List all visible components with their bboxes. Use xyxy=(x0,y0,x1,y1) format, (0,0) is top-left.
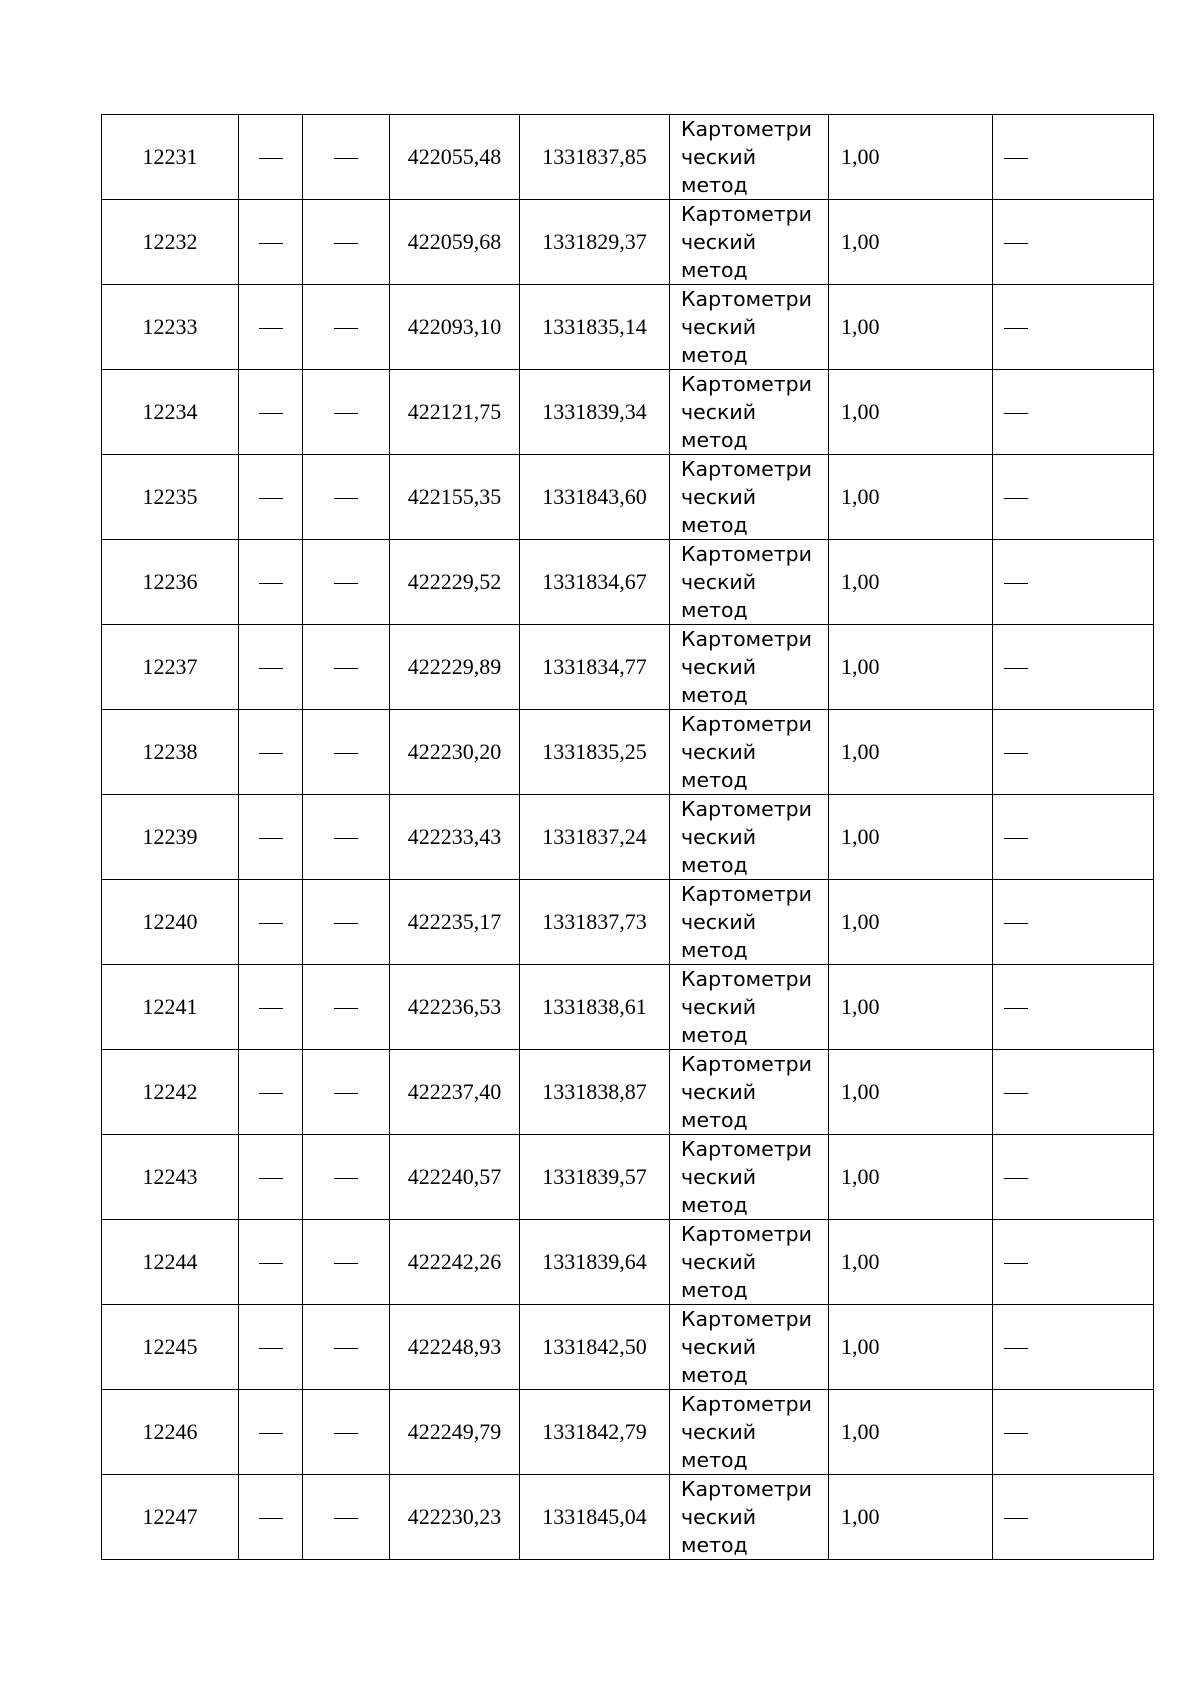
table-row xyxy=(102,1390,1154,1475)
method-cell xyxy=(670,540,829,625)
y-coordinate-cell: 1331845,04 xyxy=(520,1475,670,1560)
empty-cell-2 xyxy=(303,200,390,285)
method-cell xyxy=(670,1305,829,1390)
method-text-line: ческий xyxy=(681,230,757,254)
method-cell xyxy=(670,1135,829,1220)
method-text-line: Картометри xyxy=(681,1307,812,1331)
empty-cell-1 xyxy=(239,285,303,370)
empty-cell-1 xyxy=(239,1305,303,1390)
dash-mark xyxy=(259,158,283,159)
table-row xyxy=(102,1220,1154,1305)
x-coordinate-cell: 422240,57 xyxy=(390,1135,520,1220)
empty-cell-1 xyxy=(239,115,303,200)
empty-cell-1 xyxy=(239,370,303,455)
dash-mark xyxy=(259,243,283,244)
accuracy-cell: 1,00 xyxy=(829,625,993,710)
empty-cell-3 xyxy=(993,115,1154,200)
empty-cell-3 xyxy=(993,710,1154,795)
dash-mark xyxy=(334,753,358,754)
accuracy-cell: 1,00 xyxy=(829,1220,993,1305)
dash-mark xyxy=(334,838,358,839)
point-number-cell: 12236 xyxy=(102,540,239,625)
empty-cell-1 xyxy=(239,710,303,795)
dash-mark xyxy=(1004,838,1028,839)
empty-cell-1 xyxy=(239,625,303,710)
method-text-line: метод xyxy=(681,513,748,537)
point-number-cell: 12247 xyxy=(102,1475,239,1560)
dash-mark xyxy=(1004,583,1028,584)
method-text-line: метод xyxy=(681,1448,748,1472)
x-coordinate-cell: 422237,40 xyxy=(390,1050,520,1135)
empty-cell-2 xyxy=(303,1305,390,1390)
empty-cell-2 xyxy=(303,370,390,455)
accuracy-cell: 1,00 xyxy=(829,965,993,1050)
point-number-cell: 12242 xyxy=(102,1050,239,1135)
dash-mark xyxy=(1004,923,1028,924)
empty-cell-2 xyxy=(303,285,390,370)
table-row xyxy=(102,1475,1154,1560)
point-number-cell: 12234 xyxy=(102,370,239,455)
empty-cell-1 xyxy=(239,1050,303,1135)
empty-cell-3 xyxy=(993,1475,1154,1560)
method-text-line: Картометри xyxy=(681,287,812,311)
y-coordinate-cell: 1331829,37 xyxy=(520,200,670,285)
dash-mark xyxy=(334,583,358,584)
x-coordinate-cell: 422230,23 xyxy=(390,1475,520,1560)
x-coordinate-cell: 422242,26 xyxy=(390,1220,520,1305)
x-coordinate-cell: 422059,68 xyxy=(390,200,520,285)
point-number-cell: 12235 xyxy=(102,455,239,540)
method-cell xyxy=(670,880,829,965)
method-text-line: Картометри xyxy=(681,882,812,906)
x-coordinate-cell: 422233,43 xyxy=(390,795,520,880)
dash-mark xyxy=(334,413,358,414)
method-cell xyxy=(670,795,829,880)
dash-mark xyxy=(1004,1263,1028,1264)
method-text-line: ческий xyxy=(681,145,757,169)
empty-cell-3 xyxy=(993,1305,1154,1390)
empty-cell-3 xyxy=(993,1050,1154,1135)
point-number-cell: 12231 xyxy=(102,115,239,200)
point-number-cell: 12232 xyxy=(102,200,239,285)
dash-mark xyxy=(334,1518,358,1519)
empty-cell-3 xyxy=(993,1220,1154,1305)
empty-cell-1 xyxy=(239,880,303,965)
empty-cell-2 xyxy=(303,965,390,1050)
table-row xyxy=(102,1305,1154,1390)
dash-mark xyxy=(334,668,358,669)
table-row xyxy=(102,880,1154,965)
y-coordinate-cell: 1331842,79 xyxy=(520,1390,670,1475)
dash-mark xyxy=(334,498,358,499)
method-text-line: ческий xyxy=(681,655,757,679)
point-number-cell: 12238 xyxy=(102,710,239,795)
accuracy-cell: 1,00 xyxy=(829,880,993,965)
method-text-line: метод xyxy=(681,1278,748,1302)
dash-mark xyxy=(259,583,283,584)
empty-cell-1 xyxy=(239,455,303,540)
accuracy-cell: 1,00 xyxy=(829,370,993,455)
method-text-line: Картометри xyxy=(681,967,812,991)
method-cell xyxy=(670,625,829,710)
y-coordinate-cell: 1331839,57 xyxy=(520,1135,670,1220)
dash-mark xyxy=(259,1178,283,1179)
method-text-line: Картометри xyxy=(681,457,812,481)
dash-mark xyxy=(1004,1433,1028,1434)
dash-mark xyxy=(1004,158,1028,159)
table-row xyxy=(102,1050,1154,1135)
y-coordinate-cell: 1331838,61 xyxy=(520,965,670,1050)
method-text-line: метод xyxy=(681,683,748,707)
method-text-line: Картометри xyxy=(681,202,812,226)
method-text-line: Картометри xyxy=(681,1392,812,1416)
method-cell xyxy=(670,285,829,370)
empty-cell-2 xyxy=(303,1475,390,1560)
dash-mark xyxy=(259,838,283,839)
dash-mark xyxy=(334,923,358,924)
method-text-line: Картометри xyxy=(681,1222,812,1246)
empty-cell-2 xyxy=(303,625,390,710)
empty-cell-2 xyxy=(303,1390,390,1475)
x-coordinate-cell: 422235,17 xyxy=(390,880,520,965)
y-coordinate-cell: 1331837,73 xyxy=(520,880,670,965)
dash-mark xyxy=(334,1008,358,1009)
method-text-line: Картометри xyxy=(681,542,812,566)
empty-cell-3 xyxy=(993,540,1154,625)
empty-cell-2 xyxy=(303,455,390,540)
dash-mark xyxy=(259,1348,283,1349)
y-coordinate-cell: 1331834,67 xyxy=(520,540,670,625)
table-row xyxy=(102,285,1154,370)
x-coordinate-cell: 422055,48 xyxy=(390,115,520,200)
empty-cell-2 xyxy=(303,880,390,965)
method-cell xyxy=(670,370,829,455)
empty-cell-1 xyxy=(239,540,303,625)
empty-cell-3 xyxy=(993,200,1154,285)
method-text-line: Картометри xyxy=(681,627,812,651)
y-coordinate-cell: 1331843,60 xyxy=(520,455,670,540)
y-coordinate-cell: 1331837,24 xyxy=(520,795,670,880)
empty-cell-1 xyxy=(239,1135,303,1220)
method-text-line: ческий xyxy=(681,1250,757,1274)
method-cell xyxy=(670,115,829,200)
x-coordinate-cell: 422229,89 xyxy=(390,625,520,710)
empty-cell-3 xyxy=(993,1390,1154,1475)
dash-mark xyxy=(334,1178,358,1179)
method-text-line: Картометри xyxy=(681,117,812,141)
method-cell xyxy=(670,1220,829,1305)
dash-mark xyxy=(1004,328,1028,329)
accuracy-cell: 1,00 xyxy=(829,1305,993,1390)
x-coordinate-cell: 422248,93 xyxy=(390,1305,520,1390)
dash-mark xyxy=(334,1348,358,1349)
method-text-line: Картометри xyxy=(681,797,812,821)
y-coordinate-cell: 1331835,25 xyxy=(520,710,670,795)
method-text-line: ческий xyxy=(681,1335,757,1359)
y-coordinate-cell: 1331839,64 xyxy=(520,1220,670,1305)
point-number-cell: 12233 xyxy=(102,285,239,370)
method-text-line: Картометри xyxy=(681,712,812,736)
empty-cell-2 xyxy=(303,795,390,880)
dash-mark xyxy=(334,328,358,329)
method-text-line: ческий xyxy=(681,485,757,509)
method-text-line: ческий xyxy=(681,825,757,849)
accuracy-cell: 1,00 xyxy=(829,1475,993,1560)
method-text-line: ческий xyxy=(681,1420,757,1444)
method-text-line: метод xyxy=(681,768,748,792)
point-number-cell: 12246 xyxy=(102,1390,239,1475)
empty-cell-3 xyxy=(993,1135,1154,1220)
x-coordinate-cell: 422121,75 xyxy=(390,370,520,455)
dash-mark xyxy=(259,498,283,499)
y-coordinate-cell: 1331838,87 xyxy=(520,1050,670,1135)
dash-mark xyxy=(259,1093,283,1094)
dash-mark xyxy=(259,668,283,669)
dash-mark xyxy=(334,1263,358,1264)
method-text-line: Картометри xyxy=(681,372,812,396)
point-number-cell: 12245 xyxy=(102,1305,239,1390)
y-coordinate-cell: 1331835,14 xyxy=(520,285,670,370)
dash-mark xyxy=(259,1263,283,1264)
point-number-cell: 12244 xyxy=(102,1220,239,1305)
table-row xyxy=(102,200,1154,285)
empty-cell-1 xyxy=(239,795,303,880)
dash-mark xyxy=(1004,1093,1028,1094)
method-cell xyxy=(670,1390,829,1475)
dash-mark xyxy=(1004,1178,1028,1179)
dash-mark xyxy=(1004,243,1028,244)
dash-mark xyxy=(334,1093,358,1094)
empty-cell-2 xyxy=(303,1220,390,1305)
empty-cell-2 xyxy=(303,540,390,625)
dash-mark xyxy=(334,158,358,159)
accuracy-cell: 1,00 xyxy=(829,115,993,200)
accuracy-cell: 1,00 xyxy=(829,710,993,795)
method-text-line: ческий xyxy=(681,570,757,594)
empty-cell-3 xyxy=(993,880,1154,965)
table-row xyxy=(102,1135,1154,1220)
empty-cell-3 xyxy=(993,455,1154,540)
x-coordinate-cell: 422249,79 xyxy=(390,1390,520,1475)
dash-mark xyxy=(334,243,358,244)
method-text-line: Картометри xyxy=(681,1137,812,1161)
dash-mark xyxy=(1004,498,1028,499)
method-text-line: метод xyxy=(681,938,748,962)
method-text-line: метод xyxy=(681,598,748,622)
coordinates-table xyxy=(101,114,1154,1560)
dash-mark xyxy=(1004,668,1028,669)
method-text-line: ческий xyxy=(681,1080,757,1104)
method-text-line: Картометри xyxy=(681,1052,812,1076)
x-coordinate-cell: 422229,52 xyxy=(390,540,520,625)
method-cell xyxy=(670,710,829,795)
table-row xyxy=(102,625,1154,710)
empty-cell-2 xyxy=(303,115,390,200)
dash-mark xyxy=(1004,1008,1028,1009)
accuracy-cell: 1,00 xyxy=(829,1390,993,1475)
dash-mark xyxy=(259,753,283,754)
dash-mark xyxy=(259,1518,283,1519)
accuracy-cell: 1,00 xyxy=(829,795,993,880)
method-cell xyxy=(670,200,829,285)
method-text-line: метод xyxy=(681,258,748,282)
point-number-cell: 12239 xyxy=(102,795,239,880)
y-coordinate-cell: 1331842,50 xyxy=(520,1305,670,1390)
dash-mark xyxy=(259,1433,283,1434)
point-number-cell: 12241 xyxy=(102,965,239,1050)
accuracy-cell: 1,00 xyxy=(829,200,993,285)
table-row xyxy=(102,710,1154,795)
empty-cell-1 xyxy=(239,1220,303,1305)
table-row xyxy=(102,370,1154,455)
table-row xyxy=(102,540,1154,625)
method-text-line: метод xyxy=(681,853,748,877)
method-text-line: метод xyxy=(681,1533,748,1557)
method-text-line: ческий xyxy=(681,995,757,1019)
empty-cell-3 xyxy=(993,795,1154,880)
method-text-line: метод xyxy=(681,428,748,452)
accuracy-cell: 1,00 xyxy=(829,1135,993,1220)
x-coordinate-cell: 422093,10 xyxy=(390,285,520,370)
method-text-line: метод xyxy=(681,1363,748,1387)
empty-cell-3 xyxy=(993,965,1154,1050)
accuracy-cell: 1,00 xyxy=(829,285,993,370)
y-coordinate-cell: 1331839,34 xyxy=(520,370,670,455)
x-coordinate-cell: 422236,53 xyxy=(390,965,520,1050)
method-text-line: ческий xyxy=(681,740,757,764)
dash-mark xyxy=(1004,753,1028,754)
dash-mark xyxy=(259,328,283,329)
method-text-line: ческий xyxy=(681,1165,757,1189)
empty-cell-3 xyxy=(993,285,1154,370)
accuracy-cell: 1,00 xyxy=(829,540,993,625)
x-coordinate-cell: 422155,35 xyxy=(390,455,520,540)
method-text-line: ческий xyxy=(681,910,757,934)
empty-cell-3 xyxy=(993,370,1154,455)
empty-cell-3 xyxy=(993,625,1154,710)
dash-mark xyxy=(1004,1518,1028,1519)
table-row xyxy=(102,115,1154,200)
x-coordinate-cell: 422230,20 xyxy=(390,710,520,795)
method-text-line: метод xyxy=(681,1108,748,1132)
dash-mark xyxy=(1004,1348,1028,1349)
empty-cell-1 xyxy=(239,1390,303,1475)
empty-cell-1 xyxy=(239,965,303,1050)
empty-cell-1 xyxy=(239,1475,303,1560)
method-text-line: метод xyxy=(681,173,748,197)
method-cell xyxy=(670,965,829,1050)
method-text-line: Картометри xyxy=(681,1477,812,1501)
method-text-line: ческий xyxy=(681,315,757,339)
method-text-line: метод xyxy=(681,343,748,367)
method-text-line: ческий xyxy=(681,1505,757,1529)
empty-cell-2 xyxy=(303,1135,390,1220)
dash-mark xyxy=(1004,413,1028,414)
point-number-cell: 12237 xyxy=(102,625,239,710)
method-cell xyxy=(670,1050,829,1135)
accuracy-cell: 1,00 xyxy=(829,455,993,540)
point-number-cell: 12240 xyxy=(102,880,239,965)
y-coordinate-cell: 1331837,85 xyxy=(520,115,670,200)
table-body xyxy=(102,115,1154,1560)
table-row xyxy=(102,965,1154,1050)
dash-mark xyxy=(259,413,283,414)
table-row xyxy=(102,795,1154,880)
empty-cell-2 xyxy=(303,710,390,795)
point-number-cell: 12243 xyxy=(102,1135,239,1220)
empty-cell-2 xyxy=(303,1050,390,1135)
method-cell xyxy=(670,455,829,540)
empty-cell-1 xyxy=(239,200,303,285)
dash-mark xyxy=(259,1008,283,1009)
dash-mark xyxy=(259,923,283,924)
accuracy-cell: 1,00 xyxy=(829,1050,993,1135)
y-coordinate-cell: 1331834,77 xyxy=(520,625,670,710)
method-text-line: метод xyxy=(681,1023,748,1047)
method-text-line: ческий xyxy=(681,400,757,424)
dash-mark xyxy=(334,1433,358,1434)
table-row xyxy=(102,455,1154,540)
method-cell xyxy=(670,1475,829,1560)
method-text-line: метод xyxy=(681,1193,748,1217)
